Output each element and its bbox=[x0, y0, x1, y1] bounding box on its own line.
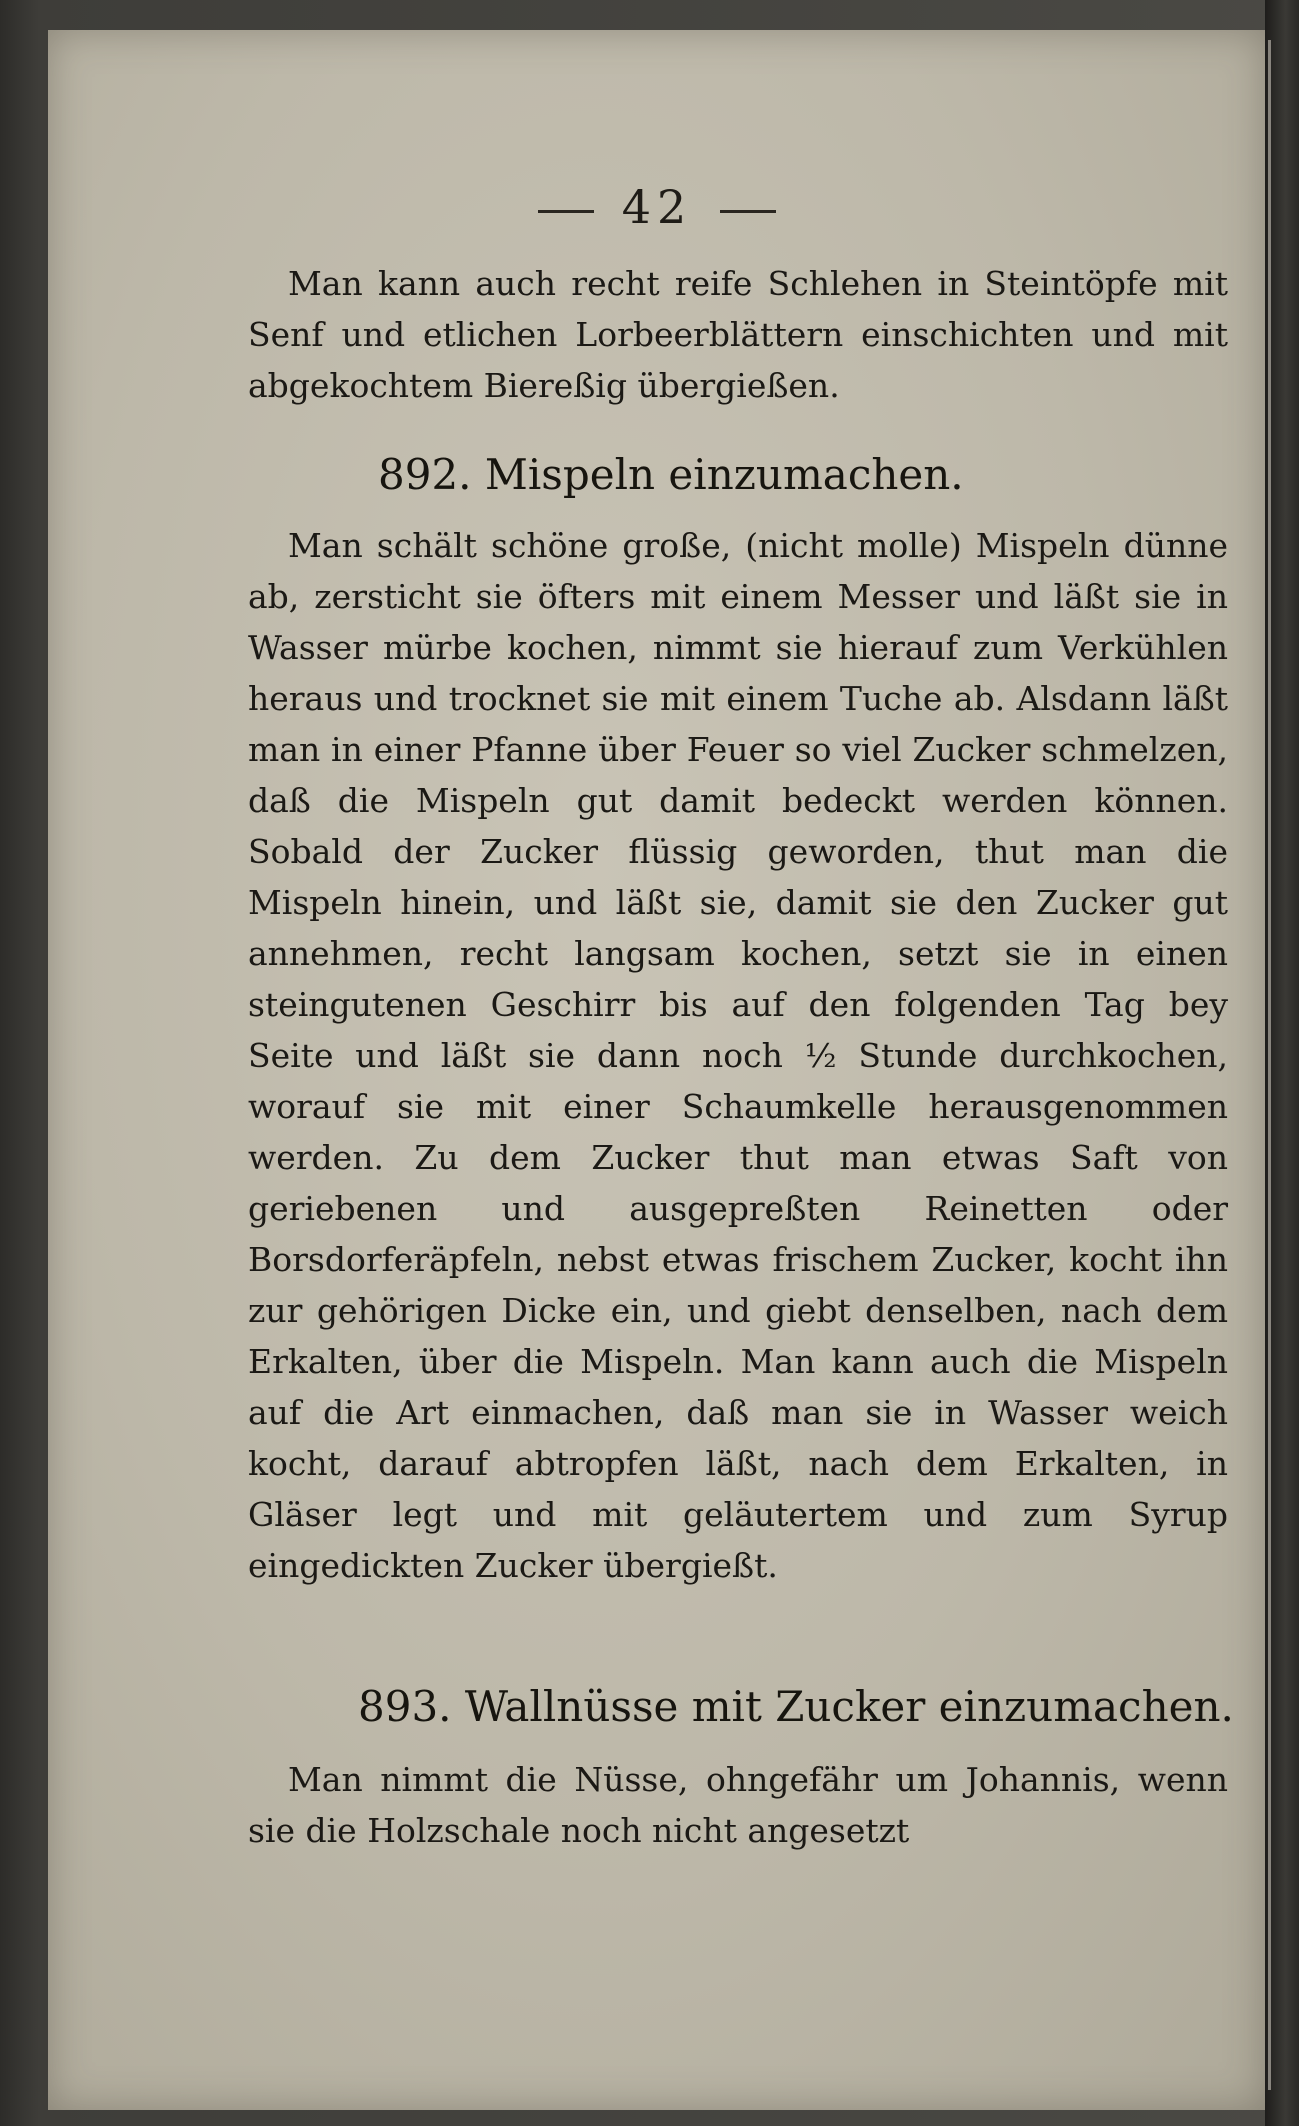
page-number: 42 bbox=[621, 180, 693, 234]
section-893-body-text: Man nimmt die Nüsse, ohngefähr um Johannis, wenn sie die Holzschale noch nicht angesetzt bbox=[248, 1760, 1228, 1850]
page-header bbox=[48, 180, 1266, 234]
intro-paragraph-text: Man kann auch recht reife Schlehen in Steintöpfe mit Senf und etlichen Lorbeerblättern einschichten und mit abgekochtem Biereßig übergießen. bbox=[248, 264, 1228, 405]
spine-edge bbox=[1268, 40, 1271, 2090]
header-dash-right bbox=[720, 210, 776, 213]
book-page bbox=[48, 30, 1266, 2110]
section-893-heading: 893. Wallnüsse mit Zucker einzumachen. bbox=[358, 1682, 1234, 1731]
intro-paragraph bbox=[248, 258, 1228, 411]
section-893-body bbox=[248, 1754, 1228, 1856]
section-892-heading: 892. Mispeln einzumachen. bbox=[378, 450, 964, 499]
section-892-body bbox=[248, 520, 1228, 1591]
section-892-body-text: Man schält schöne große, (nicht molle) Mispeln dünne ab, zersticht sie öfters mit einem Messer und läßt sie in Wasser mürbe kochen, nimmt sie hierauf zum Verkühlen heraus und trocknet sie mit einem Tuche ab. Alsdann läßt man in einer Pfanne über Feuer so viel Zucker schmelzen, daß die Mispeln gut damit bedeckt werden können. Sobald der Zucker flüssig geworden, thut man die Mispeln hinein, und läßt sie, damit sie den Zucker gut annehmen, recht langsam kochen, setzt sie in einen steingutenen Geschirr bis auf den folgenden Tag bey Seite und läßt sie dann noch ½ Stunde durchkochen, worauf sie mit einer Schaumkelle herausgenommen werden. Zu dem Zucker thut man etwas Saft von geriebenen und ausgepreßten Reinetten oder Borsdorferäpfeln, nebst etwas frischem Zucker, kocht ihn zur gehörigen Dicke ein, und giebt denselben, nach dem Erkalten, über die Mispeln. Man kann auch die Mispeln auf die Art einmachen, daß man sie in Wasser weich kocht, darauf abtropfen läßt, nach dem Erkalten, in Gläser legt und mit geläutertem und zum Syrup eingedickten Zucker übergießt. bbox=[248, 526, 1228, 1585]
header-dash-left bbox=[538, 210, 594, 213]
